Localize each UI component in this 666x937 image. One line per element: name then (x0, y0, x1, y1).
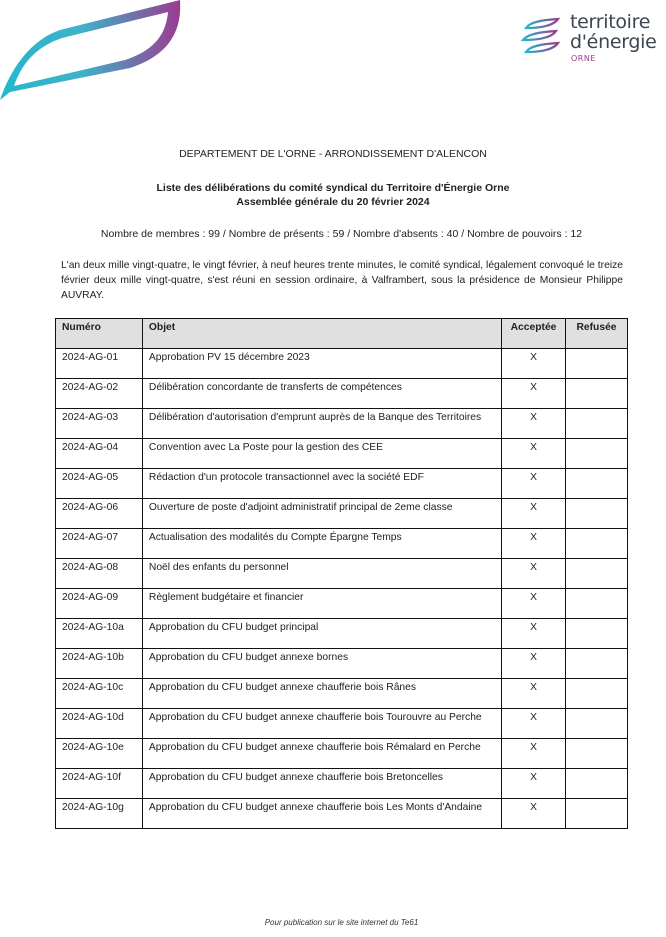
territoire-energie-logo (520, 12, 662, 68)
logo-text-line1: territoire (570, 11, 651, 33)
cell-acceptee: X (502, 769, 566, 799)
leaf-mark-icon (520, 16, 562, 56)
title-line-2: Assemblée générale du 20 février 2024 (236, 196, 430, 208)
table-row (56, 409, 628, 439)
header-acceptee: Acceptée (502, 319, 566, 349)
deliberations-table (55, 318, 628, 829)
cell-objet: Approbation du CFU budget annexe chaufferie bois Rânes (142, 679, 501, 709)
cell-acceptee: X (502, 679, 566, 709)
cell-objet: Délibération concordante de transferts de compétences (142, 379, 501, 409)
table-row (56, 439, 628, 469)
cell-numero: 2024-AG-04 (56, 439, 143, 469)
cell-refusee (566, 529, 628, 559)
cell-numero: 2024-AG-10b (56, 649, 143, 679)
cell-refusee (566, 559, 628, 589)
table-row (56, 679, 628, 709)
title-line-1: Liste des délibérations du comité syndical du Territoire d'Énergie Orne (156, 182, 510, 194)
table-row (56, 589, 628, 619)
logo-text-line2: d'énergie (570, 31, 657, 53)
cell-acceptee: X (502, 469, 566, 499)
header-refusee: Refusée (566, 319, 628, 349)
cell-objet: Règlement budgétaire et financier (142, 589, 501, 619)
table-row (56, 649, 628, 679)
cell-refusee (566, 439, 628, 469)
department-heading: DEPARTEMENT DE L'ORNE - ARRONDISSEMENT D'ALENCON (179, 148, 487, 160)
cell-numero: 2024-AG-10d (56, 709, 143, 739)
cell-refusee (566, 709, 628, 739)
cell-acceptee: X (502, 739, 566, 769)
table-row (56, 469, 628, 499)
cell-refusee (566, 409, 628, 439)
table-row (56, 379, 628, 409)
table-row (56, 499, 628, 529)
table-header-row (56, 319, 628, 349)
cell-numero: 2024-AG-09 (56, 589, 143, 619)
cell-numero: 2024-AG-01 (56, 349, 143, 379)
cell-objet: Actualisation des modalités du Compte Épargne Temps (142, 529, 501, 559)
cell-refusee (566, 499, 628, 529)
cell-acceptee: X (502, 619, 566, 649)
cell-refusee (566, 469, 628, 499)
table-row (56, 559, 628, 589)
table-row (56, 349, 628, 379)
table-row (56, 709, 628, 739)
cell-refusee (566, 799, 628, 829)
cell-acceptee: X (502, 799, 566, 829)
cell-numero: 2024-AG-07 (56, 529, 143, 559)
cell-refusee (566, 589, 628, 619)
cell-acceptee: X (502, 709, 566, 739)
cell-objet: Approbation PV 15 décembre 2023 (142, 349, 501, 379)
cell-objet: Convention avec La Poste pour la gestion des CEE (142, 439, 501, 469)
cell-acceptee: X (502, 439, 566, 469)
cell-numero: 2024-AG-06 (56, 499, 143, 529)
cell-objet: Noël des enfants du personnel (142, 559, 501, 589)
cell-refusee (566, 379, 628, 409)
table-row (56, 799, 628, 829)
cell-refusee (566, 649, 628, 679)
cell-objet: Approbation du CFU budget annexe chaufferie bois Les Monts d'Andaine (142, 799, 501, 829)
cell-numero: 2024-AG-10c (56, 679, 143, 709)
header-objet: Objet (142, 319, 501, 349)
intro-paragraph: L'an deux mille vingt-quatre, le vingt février, à neuf heures trente minutes, le comité syndical, légalement convoqué le treize février deux mille vingt-quatre, s'est réuni en session ordinaire, à Valframbert, sous la présidence de Monsieur Philippe AUVRAY. (61, 260, 623, 301)
cell-objet: Approbation du CFU budget annexe chaufferie bois Tourouvre au Perche (142, 709, 501, 739)
cell-acceptee: X (502, 589, 566, 619)
table-row (56, 619, 628, 649)
cell-objet: Approbation du CFU budget annexe chaufferie bois Rémalard en Perche (142, 739, 501, 769)
cell-refusee (566, 769, 628, 799)
cell-numero: 2024-AG-08 (56, 559, 143, 589)
cell-numero: 2024-AG-10f (56, 769, 143, 799)
cell-objet: Approbation du CFU budget annexe chaufferie bois Bretoncelles (142, 769, 501, 799)
table-row (56, 739, 628, 769)
header-numero: Numéro (56, 319, 143, 349)
cell-numero: 2024-AG-10a (56, 619, 143, 649)
table-row (56, 769, 628, 799)
cell-numero: 2024-AG-02 (56, 379, 143, 409)
cell-objet: Rédaction d'un protocole transactionnel avec la société EDF (142, 469, 501, 499)
cell-objet: Ouverture de poste d'adjoint administratif principal de 2eme classe (142, 499, 501, 529)
cell-numero: 2024-AG-03 (56, 409, 143, 439)
cell-acceptee: X (502, 349, 566, 379)
footer-note: Pour publication sur le site internet du Te61 (264, 918, 419, 927)
document-title (0, 181, 666, 209)
logo-subtitle: ORNE (571, 54, 596, 63)
cell-numero: 2024-AG-05 (56, 469, 143, 499)
cell-refusee (566, 679, 628, 709)
corner-swoosh-decoration (0, 0, 185, 105)
cell-numero: 2024-AG-10g (56, 799, 143, 829)
cell-objet: Approbation du CFU budget annexe bornes (142, 649, 501, 679)
cell-acceptee: X (502, 529, 566, 559)
cell-acceptee: X (502, 649, 566, 679)
table-row (56, 529, 628, 559)
cell-acceptee: X (502, 499, 566, 529)
cell-refusee (566, 349, 628, 379)
cell-numero: 2024-AG-10e (56, 739, 143, 769)
cell-acceptee: X (502, 379, 566, 409)
cell-acceptee: X (502, 409, 566, 439)
cell-refusee (566, 619, 628, 649)
attendance-stats: Nombre de membres : 99 / Nombre de présents : 59 / Nombre d'absents : 40 / Nombre de pouvoirs : 12 (100, 228, 583, 240)
cell-acceptee: X (502, 559, 566, 589)
cell-refusee (566, 739, 628, 769)
cell-objet: Délibération d'autorisation d'emprunt auprès de la Banque des Territoires (142, 409, 501, 439)
cell-objet: Approbation du CFU budget principal (142, 619, 501, 649)
